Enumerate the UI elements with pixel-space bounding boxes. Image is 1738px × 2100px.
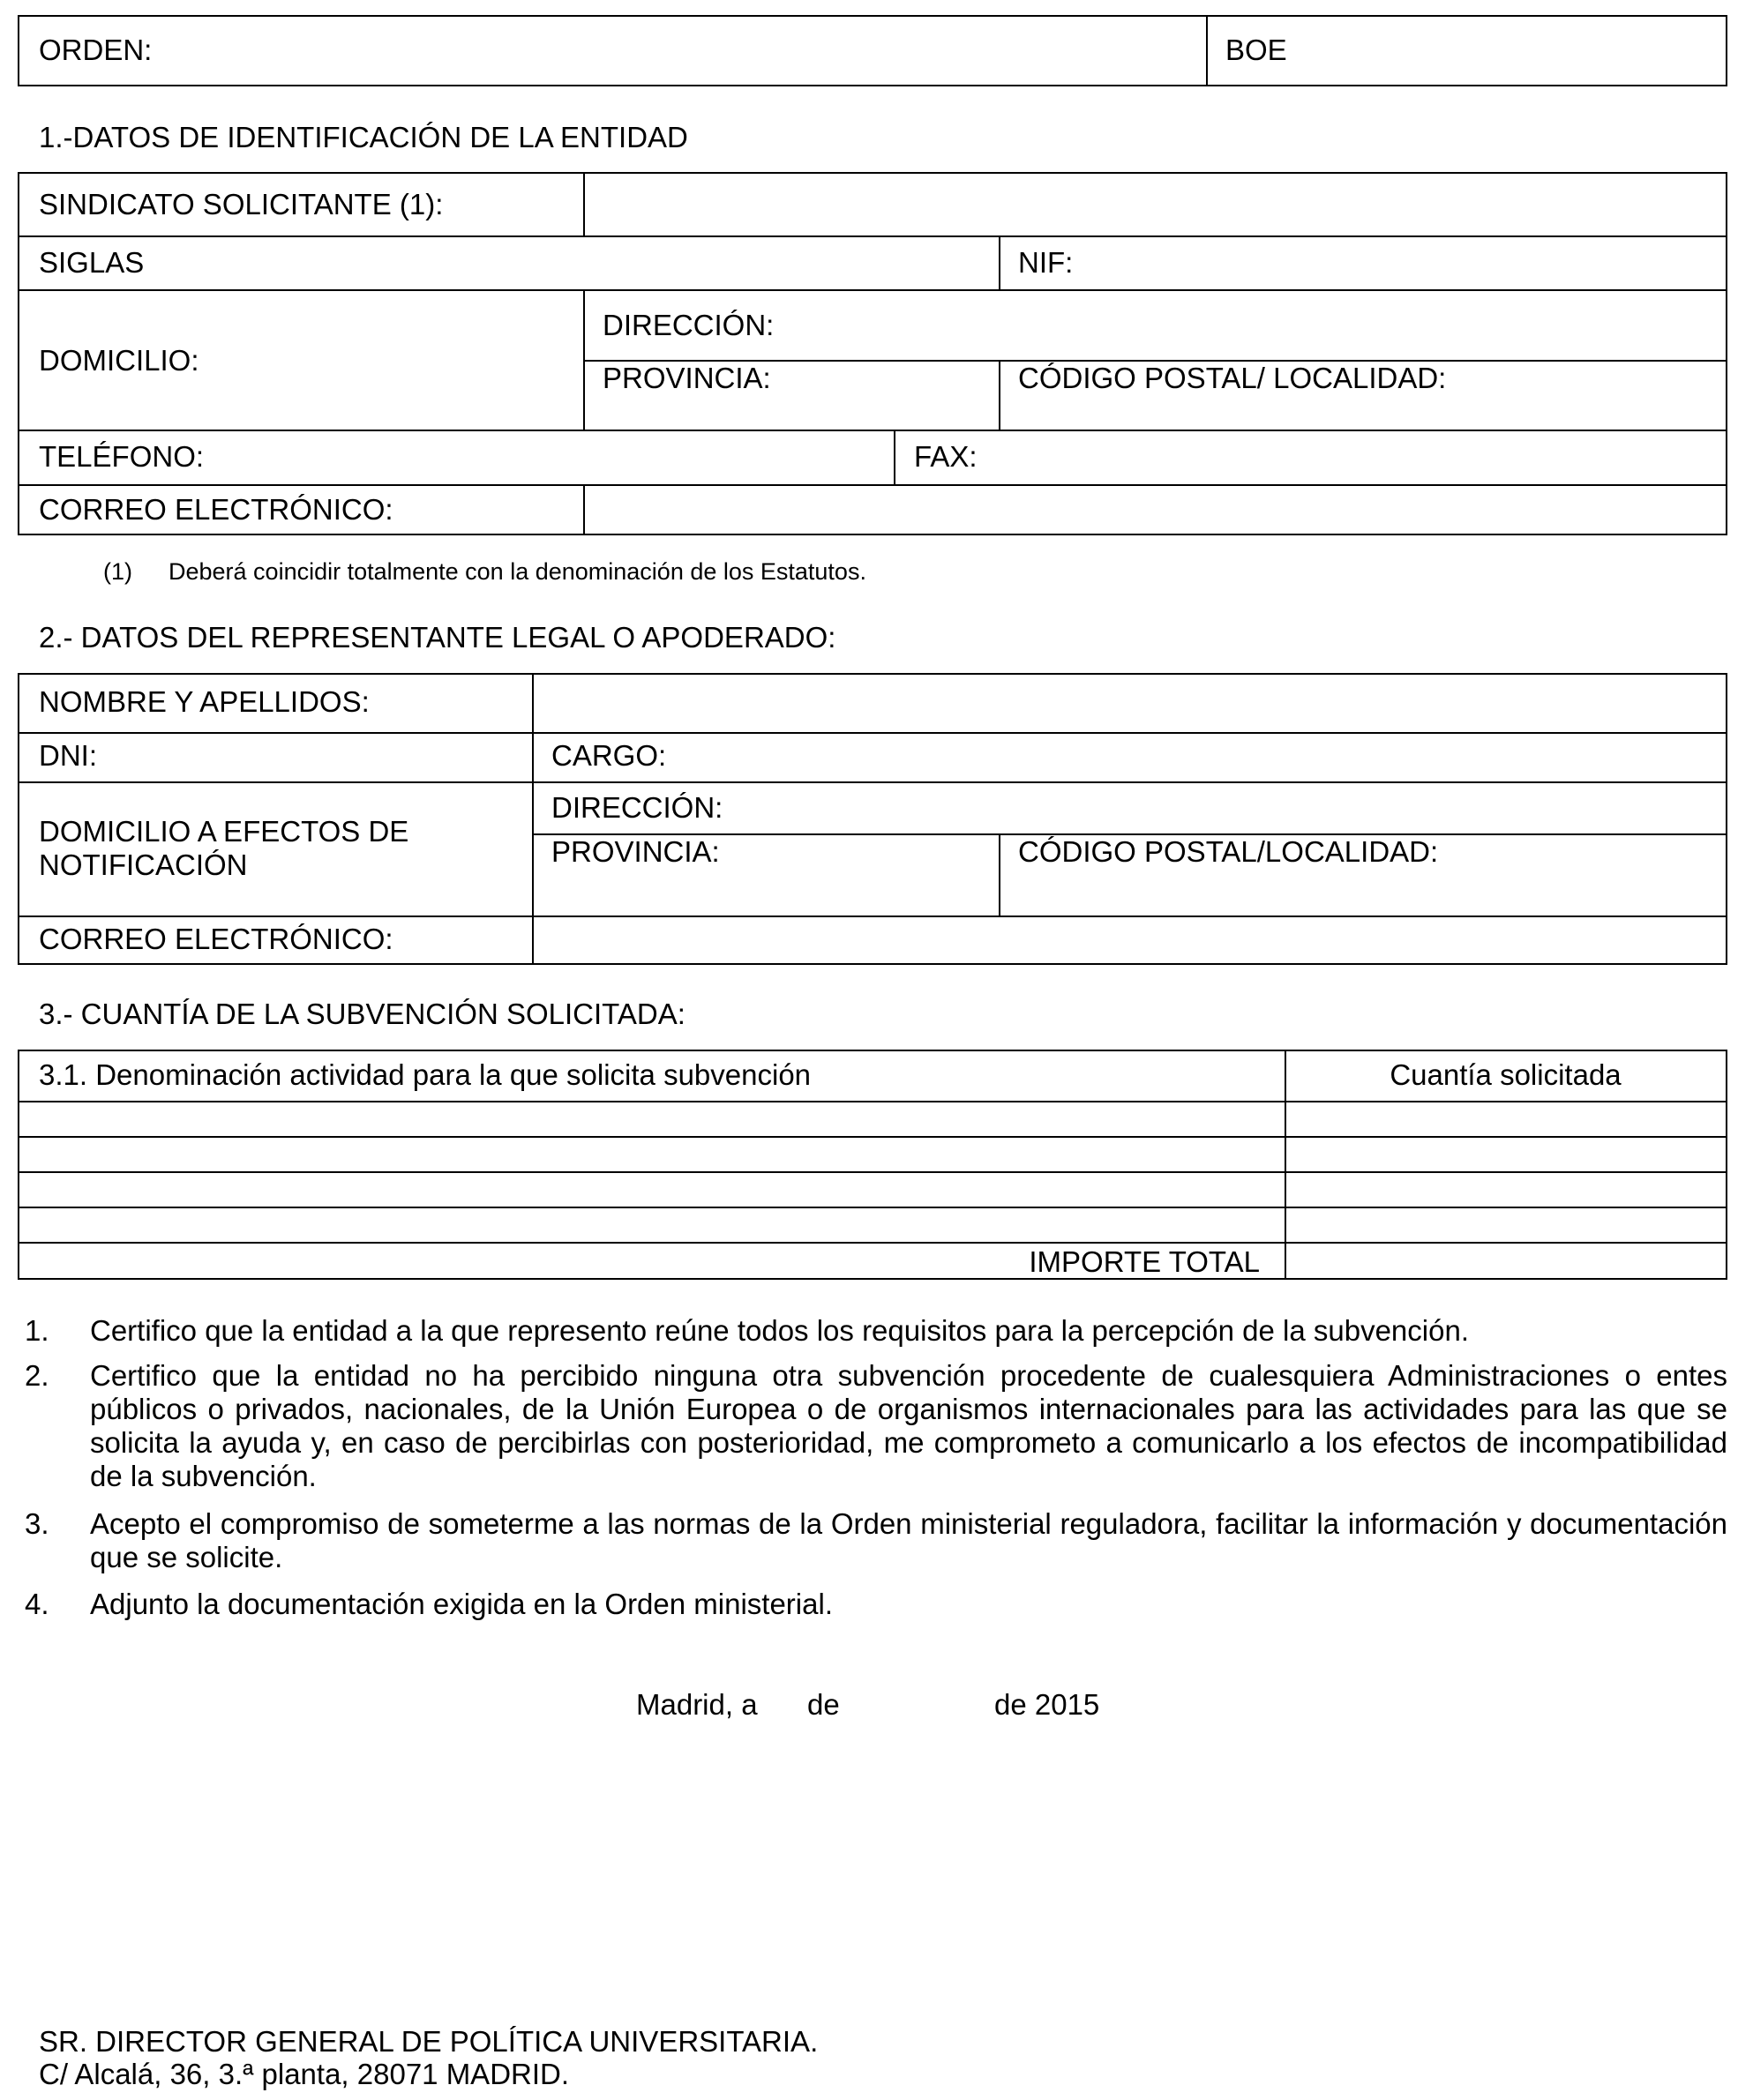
date-place: Madrid, a xyxy=(636,1688,758,1721)
s1-line xyxy=(18,235,1727,237)
telefono-field[interactable] xyxy=(212,432,891,482)
s2-line xyxy=(18,732,1727,734)
provincia-label: PROVINCIA: xyxy=(603,362,771,394)
activity-cell[interactable] xyxy=(20,1139,1282,1170)
section3-title: 3.- CUANTÍA DE LA SUBVENCIÓN SOLICITADA: xyxy=(39,998,685,1030)
date-day-field[interactable] xyxy=(766,1685,805,1723)
boe-field[interactable] xyxy=(1297,18,1720,84)
s3-line xyxy=(18,1101,1727,1102)
cert-number: 4. xyxy=(25,1588,49,1620)
s2-line xyxy=(18,781,1727,783)
importe-total-label: IMPORTE TOTAL xyxy=(1029,1245,1260,1278)
s1-vline xyxy=(583,484,585,535)
telefono-label: TELÉFONO: xyxy=(39,440,205,473)
cert-number: 1. xyxy=(25,1314,49,1347)
orden-boe-divider xyxy=(1206,15,1208,86)
boe-label: BOE xyxy=(1225,34,1287,66)
cargo-field[interactable] xyxy=(679,735,1724,780)
date-year: de 2015 xyxy=(994,1688,1100,1721)
dni-label: DNI: xyxy=(39,739,97,772)
correo-label: CORREO ELECTRÓNICO: xyxy=(39,493,393,526)
cert-number: 2. xyxy=(25,1359,49,1392)
s3-line xyxy=(18,1171,1727,1173)
s1-line xyxy=(18,484,1727,486)
amount-cell[interactable] xyxy=(1287,1103,1725,1134)
section1-title: 1.-DATOS DE IDENTIFICACIÓN DE LA ENTIDAD xyxy=(39,121,688,153)
amount-column-header: Cuantía solicitada xyxy=(1390,1058,1622,1091)
date-de: de xyxy=(807,1688,840,1721)
addressee-line-2: C/ Alcalá, 36, 3.ª planta, 28071 MADRID. xyxy=(39,2058,570,2090)
section2-title: 2.- DATOS DEL REPRESENTANTE LEGAL O APODERADO: xyxy=(39,621,836,654)
direccion-field[interactable] xyxy=(794,292,1724,358)
importe-total-field[interactable] xyxy=(1287,1244,1725,1277)
s3-line xyxy=(18,1242,1727,1244)
addressee-line-1: SR. DIRECTOR GENERAL DE POLÍTICA UNIVERSITARIA. xyxy=(39,2025,819,2058)
rep-correo-label: CORREO ELECTRÓNICO: xyxy=(39,923,393,955)
cert-text: Certifico que la entidad no ha percibido ninguna otra subvención procedente de cualesquiera Administraciones o entes públicos o privados, nacionales, de la Unión Europea o de organismos internacionales para las actividades para las que se solicita la ayuda y, en caso de percibirlas con posterioridad, me comprometo a comunicarlo a los efectos de incompatibilidad de la subvención. xyxy=(90,1359,1727,1492)
fax-label: FAX: xyxy=(914,440,978,473)
cert-text: Certifico que la entidad a la que represento reúne todos los requisitos para la percepción de la subvención. xyxy=(90,1314,1469,1347)
siglas-label: SIGLAS xyxy=(39,246,145,279)
amount-cell[interactable] xyxy=(1287,1139,1725,1170)
nombre-field[interactable] xyxy=(535,676,1724,730)
s3-line xyxy=(18,1136,1727,1138)
date-month-field[interactable] xyxy=(847,1685,988,1723)
direccion-label: DIRECCIÓN: xyxy=(603,309,775,341)
provincia-field[interactable] xyxy=(586,394,996,428)
activity-column-header: 3.1. Denominación actividad para la que solicita subvención xyxy=(39,1058,812,1091)
s2-vline xyxy=(999,833,1000,915)
s1-vline xyxy=(999,235,1000,289)
rep-provincia-label: PROVINCIA: xyxy=(551,835,720,868)
fax-field[interactable] xyxy=(988,432,1724,482)
s1-line xyxy=(18,430,1727,431)
s2-vline xyxy=(532,673,534,965)
footnote-number: (1) xyxy=(103,558,132,585)
cert-number: 3. xyxy=(25,1507,49,1540)
cargo-label: CARGO: xyxy=(551,739,667,772)
amount-cell[interactable] xyxy=(1287,1174,1725,1205)
s1-vline xyxy=(894,430,895,484)
activity-cell[interactable] xyxy=(20,1209,1282,1240)
cert-text: Acepto el compromiso de someterme a las normas de la Orden ministerial reguladora, facilitar la información y documentación que se solicite. xyxy=(90,1507,1727,1573)
s1-vline xyxy=(583,289,585,430)
activity-cell[interactable] xyxy=(20,1103,1282,1134)
orden-field[interactable] xyxy=(159,18,1200,84)
codigo-postal-label: CÓDIGO POSTAL/ LOCALIDAD: xyxy=(1018,362,1447,394)
siglas-field[interactable] xyxy=(159,238,995,288)
rep-provincia-field[interactable] xyxy=(535,871,996,914)
domicilio-notif-label-1: DOMICILIO A EFECTOS DE xyxy=(39,815,409,848)
sindicato-field[interactable] xyxy=(586,175,1724,234)
orden-label: ORDEN: xyxy=(39,34,153,66)
activity-cell[interactable] xyxy=(20,1174,1282,1205)
s1-line xyxy=(18,289,1727,291)
s3-line xyxy=(18,1207,1727,1208)
s1-vline xyxy=(999,360,1000,430)
s1-vline xyxy=(583,172,585,235)
rep-codigo-postal-label: CÓDIGO POSTAL/LOCALIDAD: xyxy=(1018,835,1439,868)
codigo-postal-field[interactable] xyxy=(1001,394,1724,428)
domicilio-notif-label-2: NOTIFICACIÓN xyxy=(39,848,248,881)
s2-line xyxy=(18,915,1727,917)
amount-cell[interactable] xyxy=(1287,1209,1725,1240)
nif-field[interactable] xyxy=(1085,238,1724,288)
rep-direccion-label: DIRECCIÓN: xyxy=(551,791,723,824)
dni-field[interactable] xyxy=(106,735,529,780)
rep-correo-field[interactable] xyxy=(535,918,1724,962)
domicilio-label: DOMICILIO: xyxy=(39,344,199,377)
correo-field[interactable] xyxy=(586,487,1724,533)
sindicato-label: SINDICATO SOLICITANTE (1): xyxy=(39,188,444,220)
nif-label: NIF: xyxy=(1018,246,1074,279)
nombre-label: NOMBRE Y APELLIDOS: xyxy=(39,685,370,718)
rep-codigo-postal-field[interactable] xyxy=(1001,871,1724,914)
cert-text: Adjunto la documentación exigida en la Orden ministerial. xyxy=(90,1588,833,1620)
rep-direccion-field[interactable] xyxy=(741,784,1724,832)
footnote-text: Deberá coincidir totalmente con la denominación de los Estatutos. xyxy=(169,558,866,585)
